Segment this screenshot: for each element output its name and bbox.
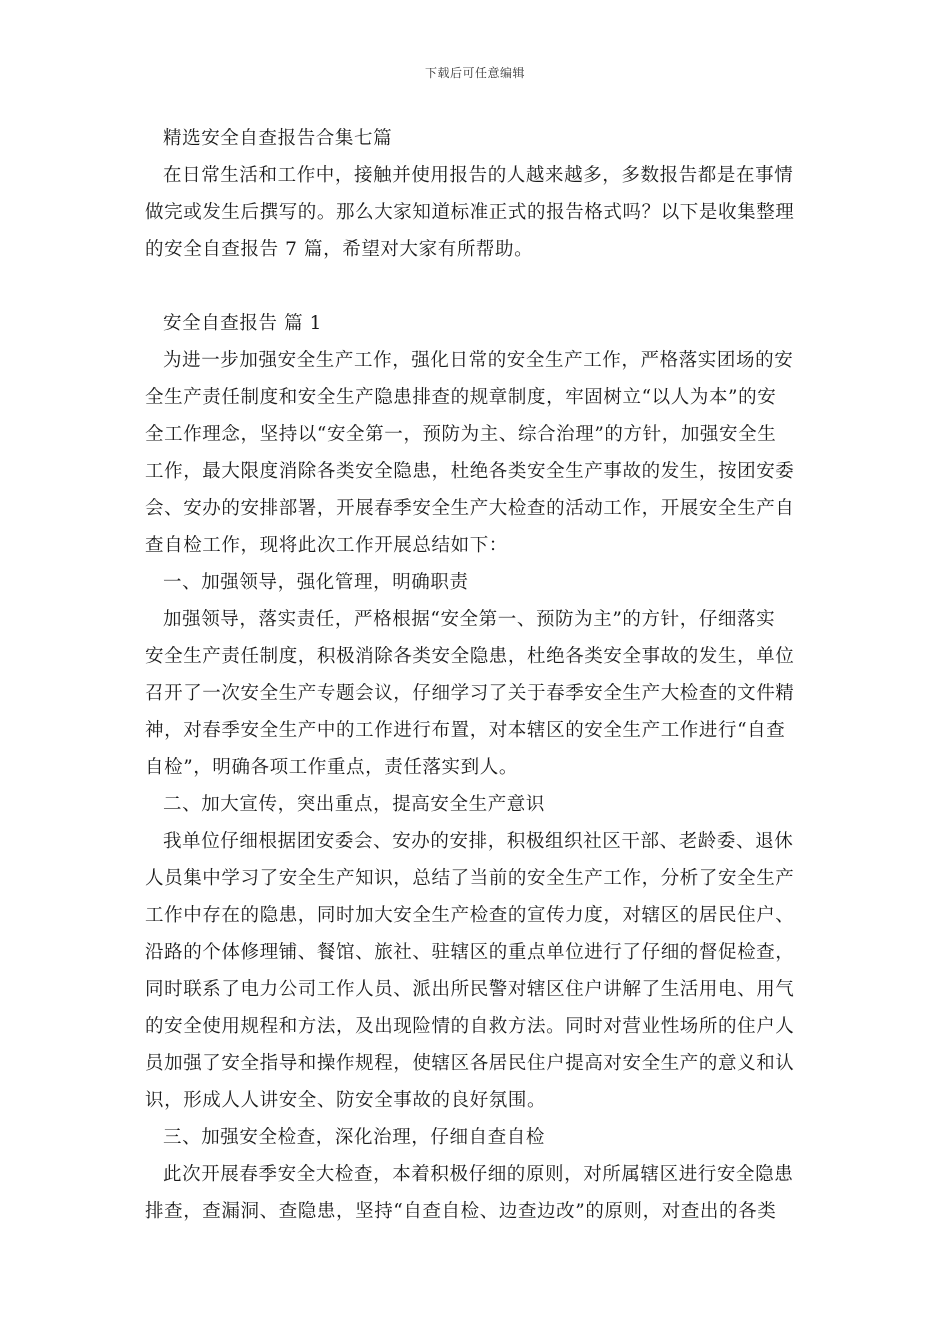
header-note: 下载后可任意编辑 — [424, 66, 525, 80]
paragraph-line: 的安全使用规程和方法，及出现险情的自救方法。同时对营业性场所的住户人 — [145, 1016, 795, 1037]
paragraph-line: 工作中存在的隐患，同时加大安全生产检查的宣传力度，对辖区的居民住户、 — [145, 905, 795, 926]
paragraph-line: 全生产责任制度和安全生产隐患排查的规章制度，牢固树立“以人为本”的安 — [145, 387, 777, 408]
paragraph-line: 全工作理念，坚持以“安全第一，预防为主、综合治理”的方针，加强安全生 — [145, 424, 777, 445]
paragraph-line: 神，对春季安全生产中的工作进行布置，对本辖区的安全生产工作进行“自查 — [145, 720, 786, 741]
paragraph-line: 安全生产责任制度，积极消除各类安全隐患，杜绝各类安全事故的发生，单位 — [145, 646, 795, 667]
paragraph-line: 召开了一次安全生产专题会议，仔细学习了关于春季安全生产大检查的文件精 — [145, 683, 795, 704]
paragraph-line: 排查，查漏洞、查隐患，坚持“自查自检、边查边改”的原则，对查出的各类 — [145, 1201, 777, 1222]
intro-line: 做完或发生后撰写的。那么大家知道标准正式的报告格式吗？以下是收集整理 — [145, 202, 795, 223]
document-title: 精选安全自查报告合集七篇 — [163, 128, 393, 149]
paragraph-line: 识，形成人人讲安全、防安全事故的良好氛围。 — [145, 1090, 547, 1111]
intro-line: 在日常生活和工作中，接触并使用报告的人越来越多，多数报告都是在事情 — [163, 165, 794, 186]
paragraph-line: 人员集中学习了安全生产知识，总结了当前的安全生产工作，分析了安全生产 — [145, 868, 795, 889]
subheading: 三、加强安全检查，深化治理，仔细自查自检 — [163, 1127, 546, 1148]
paragraph-line: 此次开展春季安全大检查，本着积极仔细的原则，对所属辖区进行安全隐患 — [163, 1164, 794, 1185]
intro-line: 的安全自查报告 7 篇，希望对大家有所帮助。 — [145, 239, 534, 260]
paragraph-line: 查自检工作，现将此次工作开展总结如下： — [145, 535, 508, 556]
paragraph-line: 工作，最大限度消除各类安全隐患，杜绝各类安全生产事故的发生，按团安委 — [145, 461, 795, 482]
blank-line — [145, 268, 807, 305]
subheading: 一、加强领导，强化管理，明确职责 — [163, 572, 469, 593]
paragraph-line: 同时联系了电力公司工作人员、派出所民警对辖区住户讲解了生活用电、用气 — [145, 979, 795, 1000]
section-title: 安全自查报告 篇 1 — [163, 313, 323, 334]
paragraph-line: 员加强了安全指导和操作规程，使辖区各居民住户提高对安全生产的意义和认 — [145, 1053, 795, 1074]
paragraph-line: 我单位仔细根据团安委会、安办的安排，积极组织社区干部、老龄委、退休 — [163, 831, 794, 852]
paragraph-line: 会、安办的安排部署，开展春季安全生产大检查的活动工作，开展安全生产自 — [145, 498, 795, 519]
paragraph-line: 沿路的个体修理铺、餐馆、旅社、驻辖区的重点单位进行了仔细的督促检查， — [145, 942, 795, 963]
document-body — [145, 120, 807, 1230]
paragraph-line: 为进一步加强安全生产工作，强化日常的安全生产工作，严格落实团场的安 — [163, 350, 794, 371]
subheading: 二、加大宣传，突出重点，提高安全生产意识 — [163, 794, 546, 815]
paragraph-line: 自检”，明确各项工作重点，责任落实到人。 — [145, 757, 518, 778]
paragraph-line: 加强领导，落实责任，严格根据“安全第一、预防为主”的方针，仔细落实 — [163, 609, 776, 630]
